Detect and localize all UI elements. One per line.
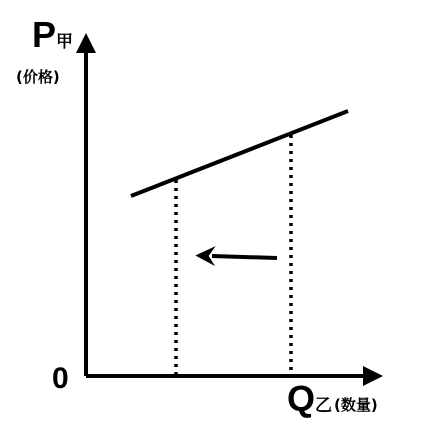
origin-label: 0 — [52, 362, 69, 395]
y-axis-subscript: 甲 — [56, 32, 73, 52]
y-axis-letter: P — [32, 14, 57, 55]
y-axis-note: (价格) — [16, 68, 60, 86]
price-quantity-line — [131, 111, 348, 196]
x-axis-note: (数量) — [334, 396, 378, 414]
x-axis-subscript: 乙 — [315, 396, 332, 416]
shift-arrow-left-icon — [212, 256, 277, 258]
x-axis-letter: Q — [287, 378, 316, 419]
